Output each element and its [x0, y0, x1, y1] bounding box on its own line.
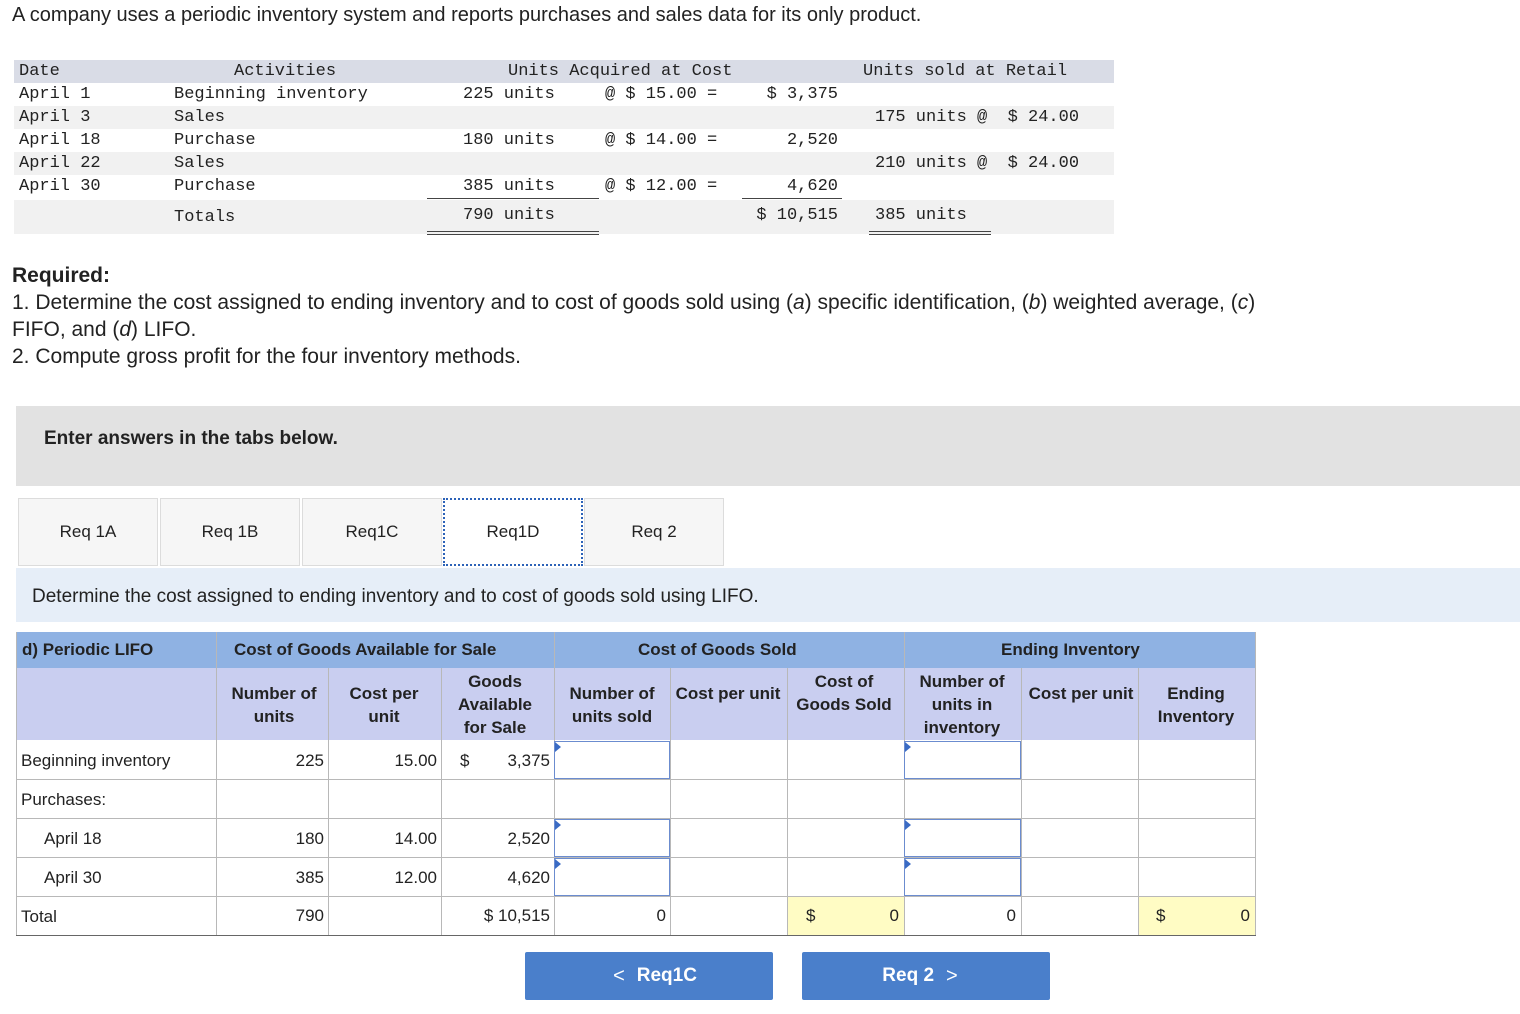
- required-text: ) LIFO.: [131, 318, 197, 341]
- beginning-dollar: $: [460, 751, 470, 770]
- required-heading: Required:: [12, 264, 111, 287]
- enter-answers-banner: [16, 406, 1520, 486]
- ending-dollar: $: [1156, 906, 1166, 925]
- april30-total: 4,620: [507, 868, 550, 887]
- lifo-title: d) Periodic LIFO: [22, 640, 154, 659]
- enter-answers-text: Enter answers in the tabs below.: [44, 428, 338, 449]
- table-header: [14, 60, 1114, 83]
- grid-line: [216, 632, 217, 936]
- totals-acq-total: $ 10,515: [756, 206, 838, 225]
- row-date: April 18: [19, 131, 101, 150]
- april30-units-sold-input[interactable]: [554, 858, 670, 896]
- required-text: c: [1237, 291, 1249, 314]
- col-num-sold: Number of units sold: [569, 684, 655, 726]
- double-underline: [427, 234, 599, 235]
- required-text: FIFO, and (: [12, 318, 120, 341]
- totals-acq-units: 790 units: [463, 206, 555, 225]
- cogs-dollar: $: [806, 906, 816, 925]
- required-text: ): [1248, 291, 1256, 314]
- col-cogs: Cost of Goods Sold: [796, 672, 892, 714]
- april18-units-inventory-input[interactable]: [904, 819, 1021, 857]
- row-label-purchases: Purchases:: [21, 790, 107, 809]
- chevron-right-icon: >: [946, 964, 958, 987]
- required-text: d: [119, 318, 132, 341]
- row-sold: 175 units @ $ 24.00: [875, 108, 1080, 127]
- april30-cost: 12.00: [394, 868, 437, 887]
- divider: [742, 198, 842, 199]
- total-cogs: 0: [889, 906, 899, 925]
- header-date: Date: [19, 62, 60, 81]
- double-underline: [427, 231, 599, 232]
- table-row: [14, 106, 1114, 129]
- beginning-units: 225: [295, 751, 324, 770]
- row-label-april18: April 18: [44, 829, 102, 848]
- beginning-total: 3,375: [507, 751, 550, 770]
- april18-units-sold-input[interactable]: [554, 819, 670, 857]
- row-acq-total: $ 3,375: [766, 85, 838, 104]
- double-underline: [869, 231, 991, 232]
- grid-line: [16, 896, 1256, 897]
- grid-line: [16, 935, 1256, 936]
- beginning-units-sold-input[interactable]: [554, 741, 670, 779]
- chevron-left-icon: <: [613, 964, 625, 987]
- next-button-label: Req 2: [882, 965, 935, 986]
- april18-cost: 14.00: [394, 829, 437, 848]
- row-activity: Purchase: [174, 177, 256, 196]
- table-row: [14, 175, 1114, 198]
- divider: [427, 198, 599, 199]
- group-ending: Ending Inventory: [1001, 640, 1140, 659]
- header-sold: Units sold at Retail: [863, 62, 1068, 81]
- prev-button[interactable]: [525, 952, 773, 1000]
- table-row: [14, 152, 1114, 175]
- table-totals-row: [14, 200, 1114, 234]
- row-date: April 22: [19, 154, 101, 173]
- row-label-beginning: Beginning inventory: [21, 751, 171, 770]
- total-units: 790: [295, 906, 324, 925]
- beginning-cost: 15.00: [394, 751, 437, 770]
- next-button[interactable]: [802, 952, 1050, 1000]
- table-row: [14, 83, 1114, 106]
- double-underline: [869, 234, 991, 235]
- required-text: 1. Determine the cost assigned to ending inventory and to cost of goods sold using (: [12, 291, 793, 314]
- instruction-text: Determine the cost assigned to ending inventory and to cost of goods sold using LIFO.: [32, 586, 759, 607]
- april30-units: 385: [295, 868, 324, 887]
- header-acquired: Units Acquired at Cost: [508, 62, 733, 81]
- group-cogs: Cost of Goods Sold: [638, 640, 797, 659]
- row-acq-total: 2,520: [786, 131, 838, 150]
- april18-total: 2,520: [507, 829, 550, 848]
- row-date: April 30: [19, 177, 101, 196]
- row-label-total: Total: [21, 907, 57, 926]
- tab-req-1d[interactable]: Req1D: [443, 498, 583, 566]
- total-units-inventory: 0: [1006, 906, 1016, 925]
- row-acq-at: @ $ 15.00 =: [605, 85, 718, 104]
- row-sold: 210 units @ $ 24.00: [875, 154, 1080, 173]
- april30-units-inventory-input[interactable]: [904, 858, 1021, 896]
- required-text: b: [1028, 291, 1041, 314]
- row-activity: Sales: [174, 108, 226, 127]
- tab-req-1b[interactable]: Req 1B: [160, 498, 300, 566]
- required-text: ) weighted average, (: [1040, 291, 1238, 314]
- table-row: [14, 129, 1114, 152]
- row-acq-at: @ $ 12.00 =: [605, 177, 718, 196]
- total-goods-available: $ 10,515: [483, 906, 550, 925]
- required-text: a: [792, 291, 805, 314]
- tab-req-1c[interactable]: Req1C: [302, 498, 442, 566]
- col-ending-inventory: Ending Inventory: [1157, 684, 1235, 726]
- col-goods-available: Goods Available for Sale: [457, 672, 533, 737]
- beginning-units-inventory-input[interactable]: [904, 741, 1021, 779]
- intro-text: A company uses a periodic inventory system and reports purchases and sales data for its only product.: [12, 4, 922, 26]
- row-activity: Sales: [174, 154, 226, 173]
- col-cost-per-unit: Cost per unit: [349, 684, 419, 726]
- tab-req-1a[interactable]: Req 1A: [18, 498, 158, 566]
- col-cost-per-unit-3: Cost per unit: [1028, 684, 1134, 703]
- total-ending-inventory: 0: [1240, 906, 1250, 925]
- totals-sold: 385 units: [875, 206, 967, 225]
- grid-line: [1255, 632, 1256, 936]
- row-date: April 3: [19, 108, 91, 127]
- row-activity: Beginning inventory: [174, 85, 368, 104]
- row-acq-at: @ $ 14.00 =: [605, 131, 718, 150]
- required-text: 2. Compute gross profit for the four inventory methods.: [12, 345, 521, 368]
- tab-req-2[interactable]: Req 2: [584, 498, 724, 566]
- row-acq-units: 385 units: [463, 177, 555, 196]
- header-activities: Activities: [234, 62, 337, 81]
- lifo-table: [16, 632, 1256, 936]
- instruction-banner: [16, 568, 1520, 622]
- april18-units: 180: [295, 829, 324, 848]
- col-cost-per-unit-2: Cost per unit: [675, 684, 781, 703]
- grid-line: [16, 632, 17, 936]
- group-cogas: Cost of Goods Available for Sale: [234, 640, 497, 659]
- prev-button-label: Req1C: [636, 965, 697, 986]
- required-text: ) specific identification, (: [804, 291, 1029, 314]
- row-label-april30: April 30: [44, 868, 102, 887]
- grid-line: [16, 779, 1256, 780]
- row-acq-units: 180 units: [463, 131, 555, 150]
- totals-label: Totals: [174, 208, 236, 227]
- col-num-inventory: Number of units in inventory: [919, 672, 1005, 737]
- row-acq-units: 225 units: [463, 85, 555, 104]
- row-date: April 1: [19, 85, 91, 104]
- row-acq-total: 4,620: [786, 177, 838, 196]
- total-units-sold: 0: [656, 906, 666, 925]
- required-section: [12, 262, 1255, 370]
- col-num-units: Number of units: [231, 684, 317, 726]
- row-activity: Purchase: [174, 131, 256, 150]
